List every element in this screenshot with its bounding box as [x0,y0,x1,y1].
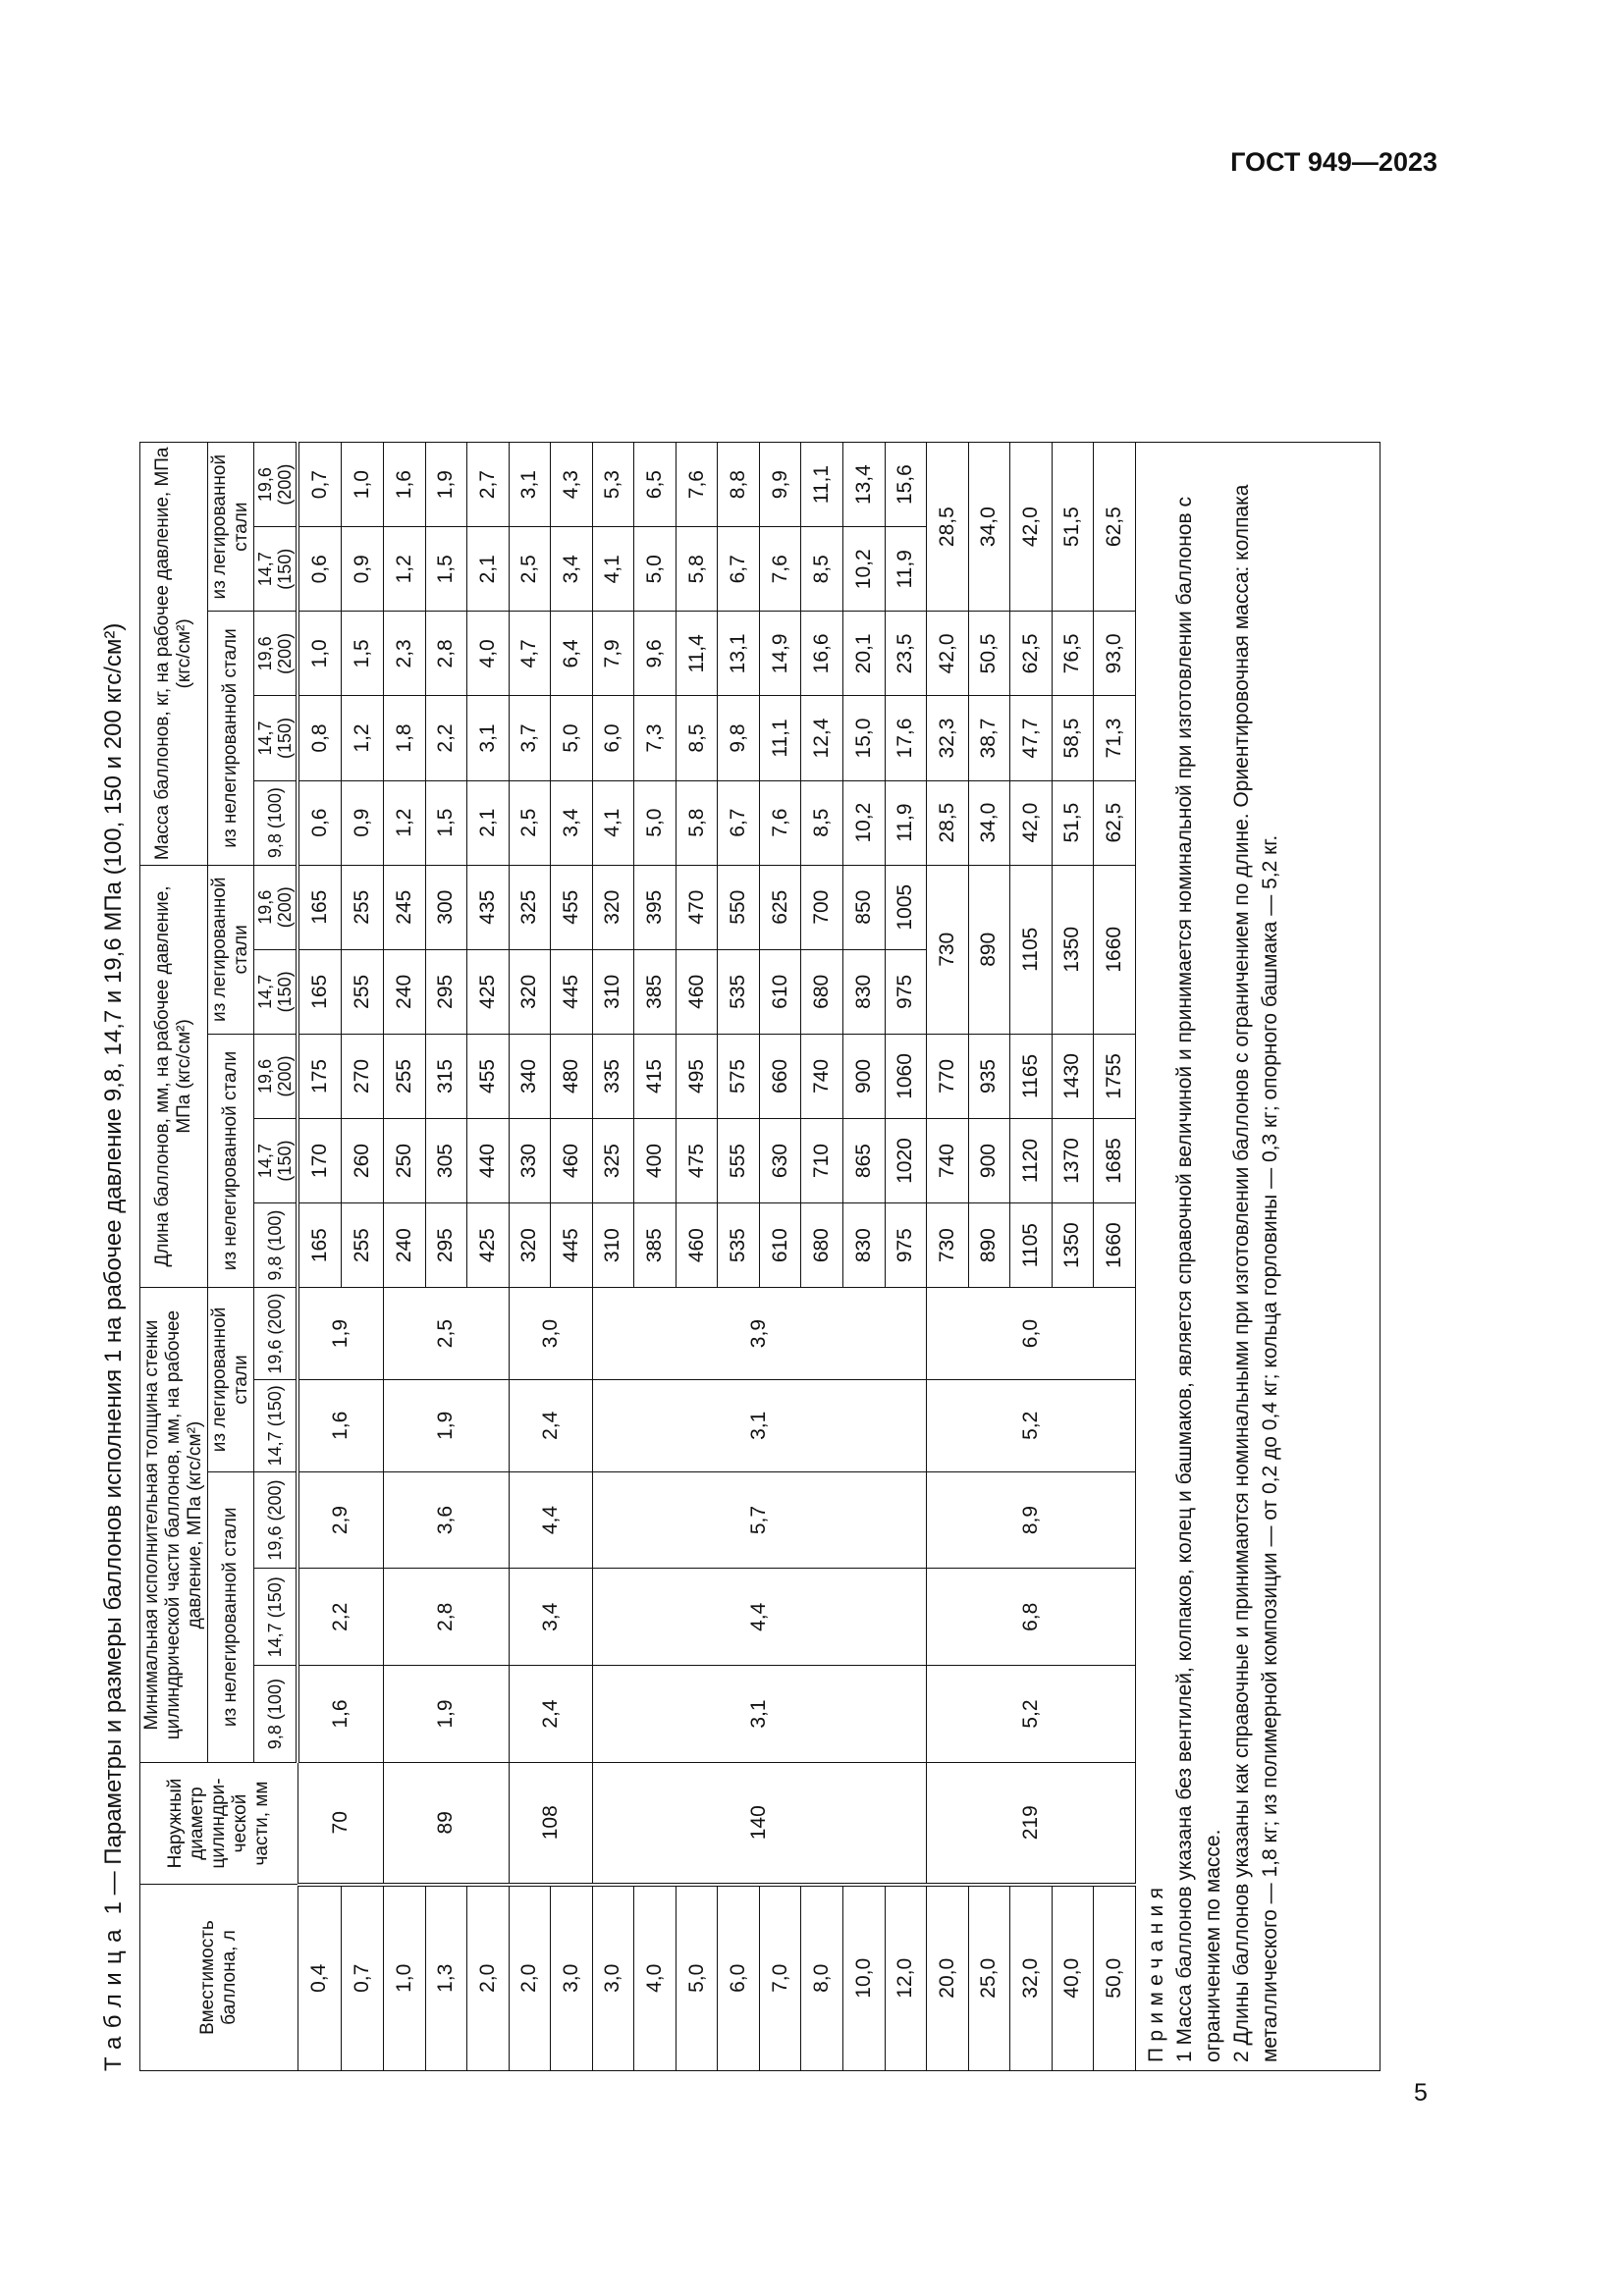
wall-thickness-cell: 2,4 [509,1666,592,1763]
mass-cell: 11,1 [759,696,801,780]
mass-cell: 0,6 [298,780,342,865]
length-cell: 575 [718,1034,760,1118]
header-pressure-196: 19,6 (200) [254,1034,298,1118]
wall-thickness-cell: 8,9 [927,1471,1136,1569]
header-pressure-196: 19,6 (200) [254,443,298,527]
mass-cell: 8,5 [801,780,843,865]
header-pressure-147: 14,7 (150) [254,527,298,612]
volume-cell: 5,0 [676,1885,718,2071]
length-cell: 890 [968,865,1010,1034]
length-cell: 1060 [885,1034,927,1118]
header-pressure-196: 19,6 (200) [254,865,298,949]
mass-cell: 15,6 [885,443,927,527]
table-row [383,443,425,2071]
mass-cell: 1,9 [425,443,467,527]
mass-cell: 9,9 [759,443,801,527]
header-pressure-147: 14,7 (150) [254,1569,298,1666]
mass-cell: 2,7 [467,443,510,527]
header-pressure-147: 14,7 (150) [254,949,298,1034]
length-cell: 1120 [1010,1118,1053,1202]
wall-thickness-cell: 1,9 [383,1379,509,1471]
length-cell: 935 [968,1034,1010,1118]
length-cell: 480 [551,1034,593,1118]
wall-thickness-cell: 3,9 [592,1288,926,1380]
length-cell: 535 [718,949,760,1034]
header-pressure-98: 9,8 (100) [254,780,298,865]
table-row [509,443,551,2071]
mass-cell: 42,0 [1010,780,1053,865]
volume-cell: 6,0 [718,1885,760,2071]
header-wall-unalloyed: из нелегированной стали [208,1471,254,1762]
length-cell: 385 [634,949,677,1034]
header-length-alloyed: из легированной стали [208,865,254,1034]
length-cell: 260 [342,1118,384,1202]
length-cell: 395 [634,865,677,949]
length-cell: 175 [298,1034,342,1118]
volume-cell: 2,0 [467,1885,510,2071]
wall-thickness-cell: 2,8 [383,1569,509,1666]
length-cell: 1370 [1052,1118,1094,1202]
rotated-content [98,442,1394,2071]
header-pressure-98: 9,8 (100) [254,1666,298,1763]
mass-cell: 1,0 [298,612,342,696]
wall-thickness-cell: 3,1 [592,1666,926,1763]
volume-cell: 0,7 [342,1885,384,2071]
length-cell: 255 [342,949,384,1034]
length-cell: 385 [634,1203,677,1288]
length-cell: 660 [759,1034,801,1118]
volume-cell: 1,0 [383,1885,425,2071]
length-cell: 325 [509,865,551,949]
table-body [298,443,1380,2071]
mass-cell: 17,6 [885,696,927,780]
mass-cell: 2,5 [509,527,551,612]
wall-thickness-cell: 3,6 [383,1471,509,1569]
mass-cell: 34,0 [968,780,1010,865]
wall-thickness-cell: 4,4 [592,1569,926,1666]
length-cell: 245 [383,865,425,949]
length-cell: 320 [592,865,634,949]
mass-cell: 62,5 [1010,612,1053,696]
mass-cell: 11,9 [885,527,927,612]
mass-cell: 51,5 [1052,443,1094,612]
mass-cell: 2,5 [509,780,551,865]
mass-cell: 20,1 [842,612,885,696]
length-cell: 865 [842,1118,885,1202]
mass-cell: 1,2 [383,527,425,612]
header-pressure-196: 19,6 (200) [254,612,298,696]
length-cell: 1660 [1094,1203,1136,1288]
header-pressure-196: 19,6 (200) [254,1471,298,1569]
length-cell: 535 [718,1203,760,1288]
length-cell: 740 [801,1034,843,1118]
wall-thickness-cell: 1,6 [298,1666,383,1763]
diameter-cell: 89 [383,1762,509,1884]
mass-cell: 6,4 [551,612,593,696]
mass-cell: 23,5 [885,612,927,696]
wall-thickness-cell: 5,2 [927,1379,1136,1471]
length-cell: 335 [592,1034,634,1118]
mass-cell: 62,5 [1094,780,1136,865]
wall-thickness-cell: 5,7 [592,1471,926,1569]
volume-cell: 25,0 [968,1885,1010,2071]
volume-cell: 50,0 [1094,1885,1136,2071]
length-cell: 440 [467,1118,510,1202]
mass-cell: 58,5 [1052,696,1094,780]
length-cell: 1350 [1052,1203,1094,1288]
volume-cell: 12,0 [885,1885,927,2071]
mass-cell: 8,8 [718,443,760,527]
standard-header: ГОСТ 949—2023 [1230,147,1437,177]
table-caption [98,442,130,2071]
mass-cell: 71,3 [1094,696,1136,780]
mass-cell: 8,5 [801,527,843,612]
mass-cell: 50,5 [968,612,1010,696]
length-cell: 325 [592,1118,634,1202]
length-cell: 320 [509,1203,551,1288]
mass-cell: 76,5 [1052,612,1094,696]
wall-thickness-cell: 2,9 [298,1471,383,1569]
length-cell: 1660 [1094,865,1136,1034]
mass-cell: 0,9 [342,780,384,865]
length-cell: 770 [927,1034,969,1118]
mass-cell: 4,1 [592,527,634,612]
length-cell: 475 [676,1118,718,1202]
length-cell: 610 [759,949,801,1034]
mass-cell: 5,0 [634,527,677,612]
length-cell: 700 [801,865,843,949]
mass-cell: 5,8 [676,527,718,612]
length-cell: 305 [425,1118,467,1202]
length-cell: 295 [425,949,467,1034]
header-pressure-98: 9,8 (100) [254,1203,298,1288]
volume-cell: 1,3 [425,1885,467,2071]
mass-cell: 16,6 [801,612,843,696]
wall-thickness-cell: 2,5 [383,1288,509,1380]
length-cell: 710 [801,1118,843,1202]
length-cell: 730 [927,865,969,1034]
table-row [298,443,342,2071]
mass-cell: 11,4 [676,612,718,696]
length-cell: 975 [885,949,927,1034]
mass-cell: 5,8 [676,780,718,865]
length-cell: 310 [592,949,634,1034]
mass-cell: 62,5 [1094,443,1136,612]
length-cell: 165 [298,949,342,1034]
mass-cell: 0,8 [298,696,342,780]
length-cell: 425 [467,949,510,1034]
mass-cell: 3,7 [509,696,551,780]
length-cell: 250 [383,1118,425,1202]
length-cell: 625 [759,865,801,949]
volume-cell: 0,4 [298,1885,342,2071]
header-mass-unalloyed: из нелегированной стали [208,612,254,865]
length-cell: 170 [298,1118,342,1202]
header-mass: Масса баллонов, кг, на рабочее давление, МПа (кгс/см²) [140,443,208,866]
length-cell: 320 [509,949,551,1034]
mass-cell: 6,7 [718,527,760,612]
parameters-table [139,442,1380,2071]
mass-cell: 5,0 [551,696,593,780]
wall-thickness-cell: 3,0 [509,1288,592,1380]
length-cell: 455 [467,1034,510,1118]
length-cell: 740 [927,1118,969,1202]
length-cell: 1105 [1010,865,1053,1034]
length-cell: 830 [842,949,885,1034]
caption-text: 1 — Параметры и размеры баллонов исполнения 1 на рабочее давление 9,8, 14,7 и 19,6 МПа (100, 150 и 200 кгс/см²) [100,622,127,1915]
wall-thickness-cell: 4,4 [509,1471,592,1569]
length-cell: 415 [634,1034,677,1118]
volume-cell: 3,0 [551,1885,593,2071]
length-cell: 270 [342,1034,384,1118]
length-cell: 255 [342,1203,384,1288]
mass-cell: 0,7 [298,443,342,527]
header-length-unalloyed: из нелегированной стали [208,1034,254,1287]
mass-cell: 1,5 [342,612,384,696]
mass-cell: 3,4 [551,780,593,865]
length-cell: 460 [676,949,718,1034]
length-cell: 680 [801,1203,843,1288]
wall-thickness-cell: 1,9 [298,1288,383,1380]
length-cell: 680 [801,949,843,1034]
mass-cell: 7,6 [676,443,718,527]
length-cell: 165 [298,1203,342,1288]
length-cell: 240 [383,1203,425,1288]
mass-cell: 42,0 [1010,443,1053,612]
mass-cell: 4,7 [509,612,551,696]
notes-heading: Примечания [1144,1881,1167,2062]
length-cell: 1005 [885,865,927,949]
volume-cell: 32,0 [1010,1885,1053,2071]
mass-cell: 32,3 [927,696,969,780]
mass-cell: 1,5 [425,527,467,612]
length-cell: 400 [634,1118,677,1202]
mass-cell: 7,6 [759,527,801,612]
header-pressure-147: 14,7 (150) [254,1379,298,1471]
length-cell: 255 [383,1034,425,1118]
length-cell: 340 [509,1034,551,1118]
header-length: Длина баллонов, мм, на рабочее давление, МПа (кгс/см²) [140,865,208,1288]
mass-cell: 6,0 [592,696,634,780]
volume-cell: 2,0 [509,1885,551,2071]
length-cell: 900 [968,1118,1010,1202]
notes-row [1135,443,1380,2071]
diameter-cell: 140 [592,1762,926,1884]
mass-cell: 2,8 [425,612,467,696]
length-cell: 630 [759,1118,801,1202]
mass-cell: 3,1 [509,443,551,527]
volume-cell: 40,0 [1052,1885,1094,2071]
length-cell: 550 [718,865,760,949]
length-cell: 425 [467,1203,510,1288]
header-wall-alloyed: из легированной стали [208,1288,254,1471]
length-cell: 1685 [1094,1118,1136,1202]
mass-cell: 15,0 [842,696,885,780]
mass-cell: 9,8 [718,696,760,780]
volume-cell: 10,0 [842,1885,885,2071]
length-cell: 975 [885,1203,927,1288]
length-cell: 1020 [885,1118,927,1202]
length-cell: 830 [842,1203,885,1288]
mass-cell: 1,6 [383,443,425,527]
length-cell: 460 [551,1118,593,1202]
mass-cell: 10,2 [842,527,885,612]
length-cell: 330 [509,1118,551,1202]
note-item: 2 Длины баллонов указаны как справочные и принимаются номинальными при изготовлении баллонов с ограничением по длине. Ориентировочная масса: колпака металлического — 1,8 кг; из полимерной композиции — от 0,2 до 0,4 кг; кольца горловины — 0,3 кг; опорного башмака — 5,2 кг. [1229,484,1281,2062]
length-cell: 240 [383,949,425,1034]
wall-thickness-cell: 1,9 [383,1666,509,1763]
mass-cell: 7,9 [592,612,634,696]
mass-cell: 47,7 [1010,696,1053,780]
wall-thickness-cell: 3,1 [592,1379,926,1471]
mass-cell: 51,5 [1052,780,1094,865]
mass-cell: 2,1 [467,527,510,612]
length-cell: 445 [551,1203,593,1288]
header-wall: Минимальная исполнительная толщина стенки цилиндрической части баллонов, мм, на рабочее давление, МПа (кгс/см²) [140,1288,208,1763]
length-cell: 1755 [1094,1034,1136,1118]
mass-cell: 2,1 [467,780,510,865]
wall-thickness-cell: 2,2 [298,1569,383,1666]
note-item: 1 Масса баллонов указана без вентилей, колпаков, колец и башмаков, является справочной величиной и принимается номинальной при изготовлении баллонов с ограничением по массе. [1172,497,1224,2062]
mass-cell: 12,4 [801,696,843,780]
mass-cell: 1,0 [342,443,384,527]
mass-cell: 11,1 [801,443,843,527]
mass-cell: 5,3 [592,443,634,527]
length-cell: 460 [676,1203,718,1288]
length-cell: 165 [298,865,342,949]
mass-cell: 4,1 [592,780,634,865]
header-volume: Вместимость баллона, л [140,1885,298,2071]
length-cell: 1350 [1052,865,1094,1034]
length-cell: 850 [842,865,885,949]
length-cell: 445 [551,949,593,1034]
wall-thickness-cell: 5,2 [927,1666,1136,1763]
mass-cell: 1,5 [425,780,467,865]
mass-cell: 2,3 [383,612,425,696]
volume-cell: 20,0 [927,1885,969,2071]
mass-cell: 4,3 [551,443,593,527]
wall-thickness-cell: 3,4 [509,1569,592,1666]
length-cell: 310 [592,1203,634,1288]
volume-cell: 8,0 [801,1885,843,2071]
mass-cell: 4,0 [467,612,510,696]
header-pressure-147: 14,7 (150) [254,1118,298,1202]
mass-cell: 38,7 [968,696,1010,780]
page-number: 5 [1414,2079,1428,2107]
mass-cell: 11,9 [885,780,927,865]
length-cell: 255 [342,865,384,949]
mass-cell: 10,2 [842,780,885,865]
wall-thickness-cell: 6,8 [927,1569,1136,1666]
diameter-cell: 70 [298,1762,383,1884]
length-cell: 470 [676,865,718,949]
mass-cell: 13,4 [842,443,885,527]
length-cell: 455 [551,865,593,949]
mass-cell: 13,1 [718,612,760,696]
length-cell: 315 [425,1034,467,1118]
length-cell: 1165 [1010,1034,1053,1118]
mass-cell: 6,7 [718,780,760,865]
mass-cell: 9,6 [634,612,677,696]
mass-cell: 28,5 [927,443,969,612]
notes-cell [1135,443,1380,2071]
mass-cell: 1,2 [342,696,384,780]
mass-cell: 7,6 [759,780,801,865]
volume-cell: 7,0 [759,1885,801,2071]
length-cell: 555 [718,1118,760,1202]
length-cell: 730 [927,1203,969,1288]
length-cell: 300 [425,865,467,949]
mass-cell: 28,5 [927,780,969,865]
length-cell: 1105 [1010,1203,1053,1288]
length-cell: 900 [842,1034,885,1118]
table-row [592,443,634,2071]
wall-thickness-cell: 6,0 [927,1288,1136,1380]
header-pressure-147: 14,7 (150) [254,696,298,780]
length-cell: 495 [676,1034,718,1118]
mass-cell: 0,9 [342,527,384,612]
length-cell: 1430 [1052,1034,1094,1118]
length-cell: 610 [759,1203,801,1288]
mass-cell: 7,3 [634,696,677,780]
wall-thickness-cell: 2,4 [509,1379,592,1471]
table-row [927,443,969,2071]
wall-thickness-cell: 1,6 [298,1379,383,1471]
header-diameter: Наружный диаметр цилиндри-ческой части, мм [140,1762,298,1884]
mass-cell: 2,2 [425,696,467,780]
header-mass-alloyed: из легированной стали [208,443,254,612]
mass-cell: 5,0 [634,780,677,865]
length-cell: 295 [425,1203,467,1288]
caption-label: Таблица [100,1921,127,2071]
diameter-cell: 219 [927,1762,1136,1884]
mass-cell: 1,8 [383,696,425,780]
volume-cell: 3,0 [592,1885,634,2071]
header-pressure-196: 19,6 (200) [254,1288,298,1380]
mass-cell: 3,4 [551,527,593,612]
mass-cell: 3,1 [467,696,510,780]
mass-cell: 8,5 [676,696,718,780]
mass-cell: 0,6 [298,527,342,612]
mass-cell: 42,0 [927,612,969,696]
volume-cell: 4,0 [634,1885,677,2071]
mass-cell: 1,2 [383,780,425,865]
mass-cell: 34,0 [968,443,1010,612]
mass-cell: 6,5 [634,443,677,527]
diameter-cell: 108 [509,1762,592,1884]
mass-cell: 93,0 [1094,612,1136,696]
length-cell: 435 [467,865,510,949]
length-cell: 890 [968,1203,1010,1288]
mass-cell: 14,9 [759,612,801,696]
